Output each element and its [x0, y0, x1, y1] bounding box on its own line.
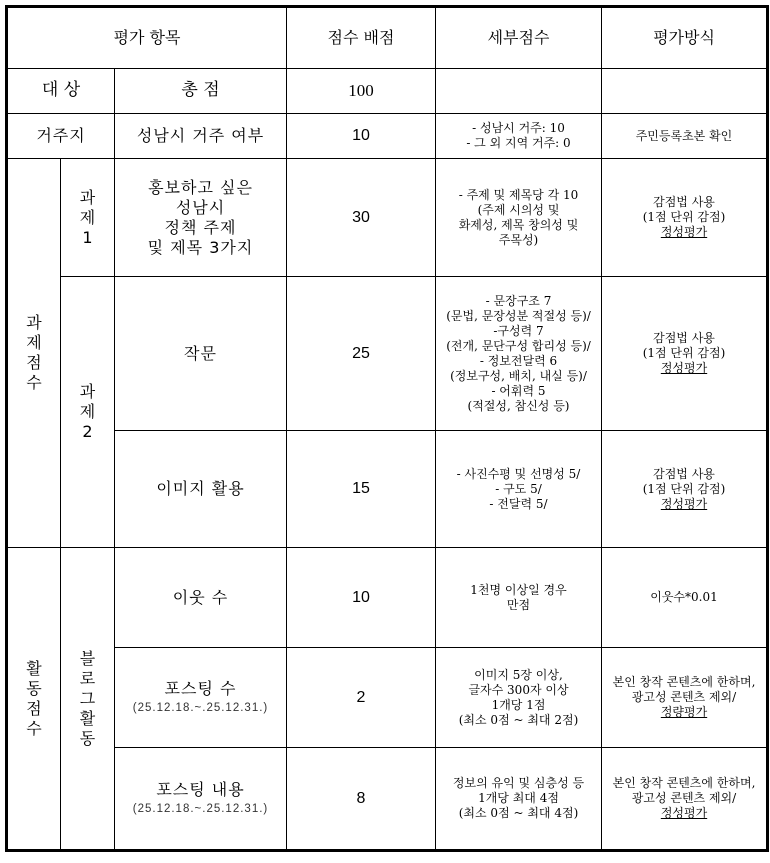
- task1-method: 감점법 사용 (1점 단위 감점) 정성평가: [602, 159, 768, 277]
- image-item: 이미지 활용: [115, 431, 287, 548]
- neighbors-row: [7, 548, 768, 648]
- evaluation-criteria-table: [5, 5, 769, 852]
- residence-item: 성남시 거주 여부: [115, 114, 287, 159]
- total-method-empty: [602, 69, 768, 114]
- post-count-detail: 이미지 5장 이상, 글자수 300자 이상 1개당 1점 (최소 0점 ~ 최대 2점): [436, 648, 602, 748]
- residence-row: [7, 114, 768, 159]
- task1-score: 30: [287, 159, 436, 277]
- post-count-method: 본인 창작 콘텐츠에 한하며, 광고성 콘텐츠 제외/ 정량평가: [602, 648, 768, 748]
- total-score: 100: [287, 69, 436, 114]
- method-type: 정성평가: [660, 806, 708, 820]
- header-method: 평가방식: [602, 7, 768, 69]
- post-content-item: 포스팅 내용 (25.12.18.~.25.12.31.): [115, 748, 287, 851]
- total-target: 대 상: [7, 69, 115, 114]
- total-row: [7, 69, 768, 114]
- method-type: 정성평가: [660, 225, 708, 239]
- image-score: 15: [287, 431, 436, 548]
- task1-row: [7, 159, 768, 277]
- post-count-item: 포스팅 수 (25.12.18.~.25.12.31.): [115, 648, 287, 748]
- writing-score: 25: [287, 277, 436, 431]
- post-content-method: 본인 창작 콘텐츠에 한하며, 광고성 콘텐츠 제외/ 정성평가: [602, 748, 768, 851]
- total-label: 총 점: [115, 69, 287, 114]
- header-score: 점수 배점: [287, 7, 436, 69]
- image-method: 감점법 사용 (1점 단위 감점) 정성평가: [602, 431, 768, 548]
- writing-item: 작문: [115, 277, 287, 431]
- post-content-row: [7, 748, 768, 851]
- method-type: 정성평가: [660, 361, 708, 375]
- header-item: 평가 항목: [7, 7, 287, 69]
- residence-category: 거주지: [7, 114, 115, 159]
- header-row: [7, 7, 768, 69]
- task1-item: 홍보하고 싶은 성남시 정책 주제 및 제목 3가지: [115, 159, 287, 277]
- neighbors-item: 이웃 수: [115, 548, 287, 648]
- image-detail: - 사진수평 및 선명성 5/ - 구도 5/ - 전달력 5/: [436, 431, 602, 548]
- post-count-row: [7, 648, 768, 748]
- neighbors-detail: 1천명 이상일 경우 만점: [436, 548, 602, 648]
- header-detail: 세부점수: [436, 7, 602, 69]
- activity-score-category: 활 동 점 수: [7, 548, 61, 851]
- residence-score: 10: [287, 114, 436, 159]
- post-count-period: (25.12.18.~.25.12.31.): [132, 702, 269, 715]
- residence-method: 주민등록초본 확인: [602, 114, 768, 159]
- method-type: 정량평가: [660, 705, 708, 719]
- post-count-score: 2: [287, 648, 436, 748]
- task2-label: 과 제 2: [61, 277, 115, 548]
- neighbors-score: 10: [287, 548, 436, 648]
- residence-detail: - 성남시 거주: 10 - 그 외 지역 거주: 0: [436, 114, 602, 159]
- writing-method: 감점법 사용 (1점 단위 감점) 정성평가: [602, 277, 768, 431]
- blog-activity-label: 블 로 그 활 동: [61, 548, 115, 851]
- task1-label: 과 제 1: [61, 159, 115, 277]
- task2-writing-row: [7, 277, 768, 431]
- neighbors-method: 이웃수*0.01: [602, 548, 768, 648]
- writing-detail: - 문장구조 7 (문법, 문장성분 적절성 등)/ -구성력 7 (전개, 문단구성 합리성 등)/ - 정보전달력 6 (정보구성, 배치, 내실 등)/ - 어휘력 5 (적절성, 참신성 등): [436, 277, 602, 431]
- post-content-score: 8: [287, 748, 436, 851]
- post-content-period: (25.12.18.~.25.12.31.): [132, 803, 269, 816]
- task-score-category: 과 제 점 수: [7, 159, 61, 548]
- method-type: 정성평가: [660, 496, 708, 511]
- task2-image-row: [7, 431, 768, 548]
- task1-detail: - 주제 및 제목당 각 10 (주제 시의성 및 화제성, 제목 창의성 및 주목성): [436, 159, 602, 277]
- post-content-detail: 정보의 유익 및 심층성 등 1개당 최대 4점 (최소 0점 ~ 최대 4점): [436, 748, 602, 851]
- total-detail-empty: [436, 69, 602, 114]
